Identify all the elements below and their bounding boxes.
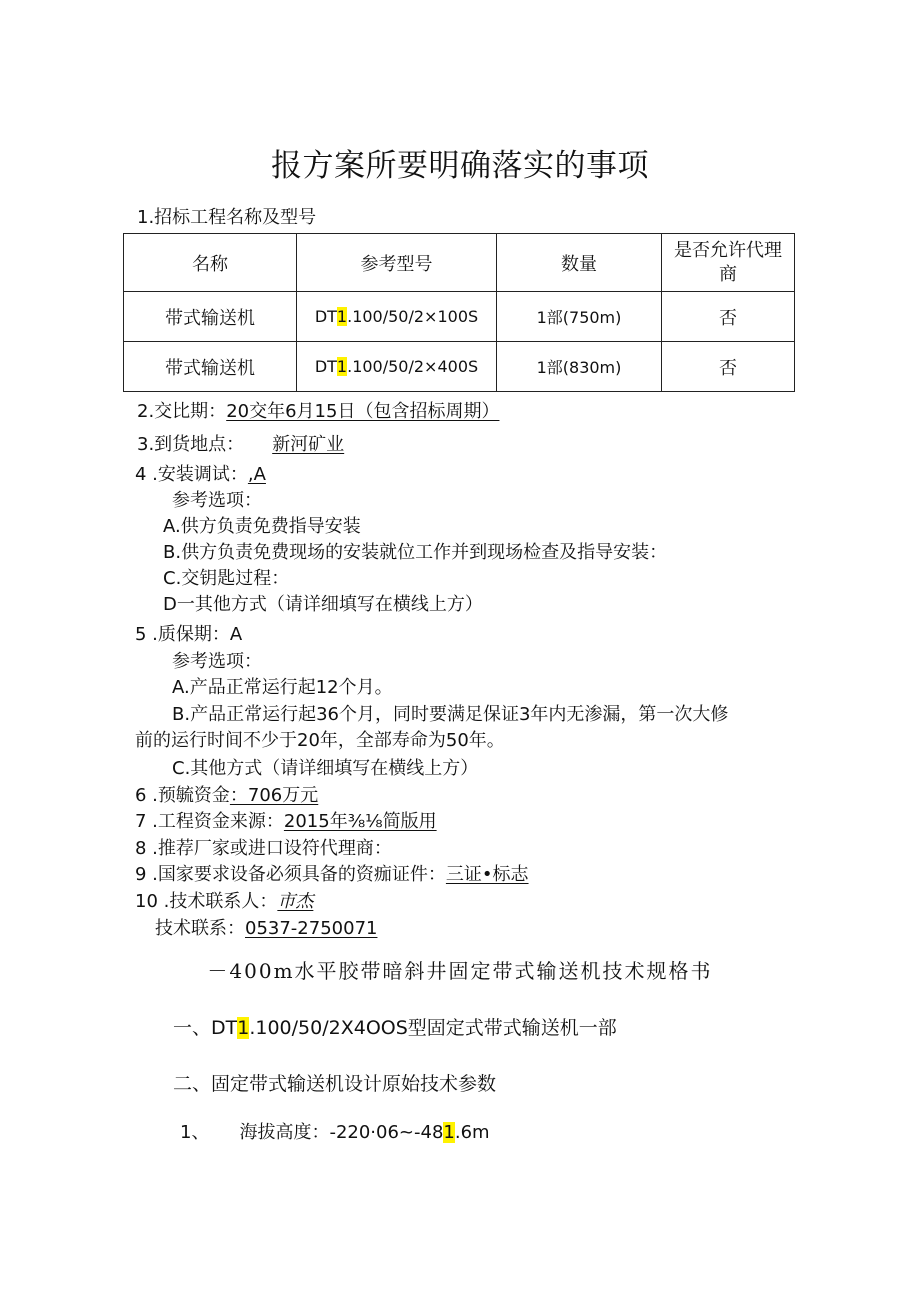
item9-label: 9 .国家要求设备必须具备的资痂证件： (135, 864, 446, 885)
cell-agent: 否 (662, 342, 795, 392)
contact (155, 916, 377, 942)
header-model: 参考型号 (297, 234, 497, 292)
item5-option-c: C.其他方式（请详细填写在横线上方） (172, 758, 479, 779)
item5-option-b-cont: 前的运行时间不少于20年，全部寿命为50年。 (135, 730, 505, 751)
param-1-prefix: 海拔高度：-220·06~-48 (239, 1122, 444, 1143)
item9-value: 三证•标志 (445, 864, 529, 885)
header-agent-line2: 商 (719, 263, 737, 285)
item4-option-a: A.供方负责免费指导安装 (163, 516, 361, 537)
section-2-heading: 二、固定带式输送机设计原始技术参数 (173, 1073, 497, 1095)
highlight-mark: 1 (336, 357, 348, 376)
item4 (135, 462, 266, 488)
item10-label: 10 .技术联系人： (135, 891, 278, 912)
item5-option-a: A.产品正常运行起12个月。 (172, 677, 393, 698)
item7-label: 7 .工程资金来源： (135, 811, 284, 832)
item6 (135, 783, 318, 809)
item4-option-c: C.交钥匙过程： (163, 568, 290, 589)
item4-option-b: B.供方负责免费现场的安装就位工作并到现场检查及指导安装： (163, 542, 668, 563)
item5-label: 5 .质保期：A (135, 624, 243, 645)
item5-ref: 参考选项： (172, 651, 262, 672)
highlight-mark: 1 (336, 307, 348, 326)
item6-label: 6 .预毓资金 (135, 785, 230, 806)
item4-value: ,A (247, 464, 266, 485)
param-1-suffix: .6m (454, 1122, 490, 1143)
item10 (135, 889, 313, 915)
cell-qty: 1部(830m) (497, 342, 662, 392)
table-row (124, 342, 795, 392)
highlight-mark: 1 (443, 1122, 455, 1143)
table-row (124, 292, 795, 342)
spec-table (123, 233, 795, 392)
contact-label: 技术联系： (155, 918, 245, 939)
item8-label: 8 .推荐厂家或进口设符代理商： (135, 838, 392, 859)
cell-model (297, 292, 497, 342)
item4-option-d: D一其他方式（请详细填写在横线上方） (163, 594, 483, 615)
item10-value: 市杰 (277, 891, 314, 912)
item1-label: 1.招标工程名称及型号 (137, 207, 317, 228)
header-agent-line1: 是否允许代理 (674, 239, 782, 261)
param-1 (180, 1120, 490, 1146)
cell-name: 带式输送机 (124, 292, 297, 342)
item3-value: 新河矿业 (272, 434, 345, 455)
cell-model (297, 342, 497, 392)
header-qty: 数量 (497, 234, 662, 292)
section-1-heading (173, 1015, 617, 1041)
item9 (135, 862, 529, 888)
model-suffix: .100/50/2×400S (347, 357, 479, 376)
item7 (135, 809, 437, 835)
item4-label: 4 .安装调试： (135, 464, 248, 485)
header-name: 名称 (124, 234, 297, 292)
cell-qty: 1部(750m) (497, 292, 662, 342)
model-suffix: .100/50/2×100S (347, 307, 479, 326)
item2-value: 20交年6月15日（包含招标周期） (226, 401, 500, 422)
section-1-suffix: .100/50/2X4OOS型固定式带式输送机一部 (249, 1017, 617, 1039)
item6-value: ：706万元 (229, 785, 319, 806)
contact-value: 0537-2750071 (245, 918, 378, 939)
item2-label: 2.交比期： (137, 401, 227, 422)
item4-ref: 参考选项： (172, 490, 262, 511)
cell-name: 带式输送机 (124, 342, 297, 392)
spec-section-title: －400m水平胶带暗斜井固定带式输送机技术规格书 (207, 959, 713, 983)
item5-option-b: B.产品正常运行起36个月，同时要满足保证3年内无渗漏，第一次大修 (172, 704, 729, 725)
item2 (137, 399, 499, 425)
highlight-mark: 1 (237, 1017, 250, 1039)
section-1-prefix: 一、DT (173, 1017, 238, 1039)
item7-value: 2015年⅜⅛简版用 (283, 811, 437, 832)
model-prefix: DT (314, 307, 337, 326)
item3 (137, 432, 344, 458)
header-agent (662, 234, 795, 292)
item3-label: 3.到货地点： (137, 434, 245, 455)
param-1-number: 1、 (180, 1122, 210, 1143)
cell-agent: 否 (662, 292, 795, 342)
model-prefix: DT (314, 357, 337, 376)
page-title: 报方案所要明确落实的事项 (271, 148, 649, 184)
table-header-row (124, 234, 795, 292)
